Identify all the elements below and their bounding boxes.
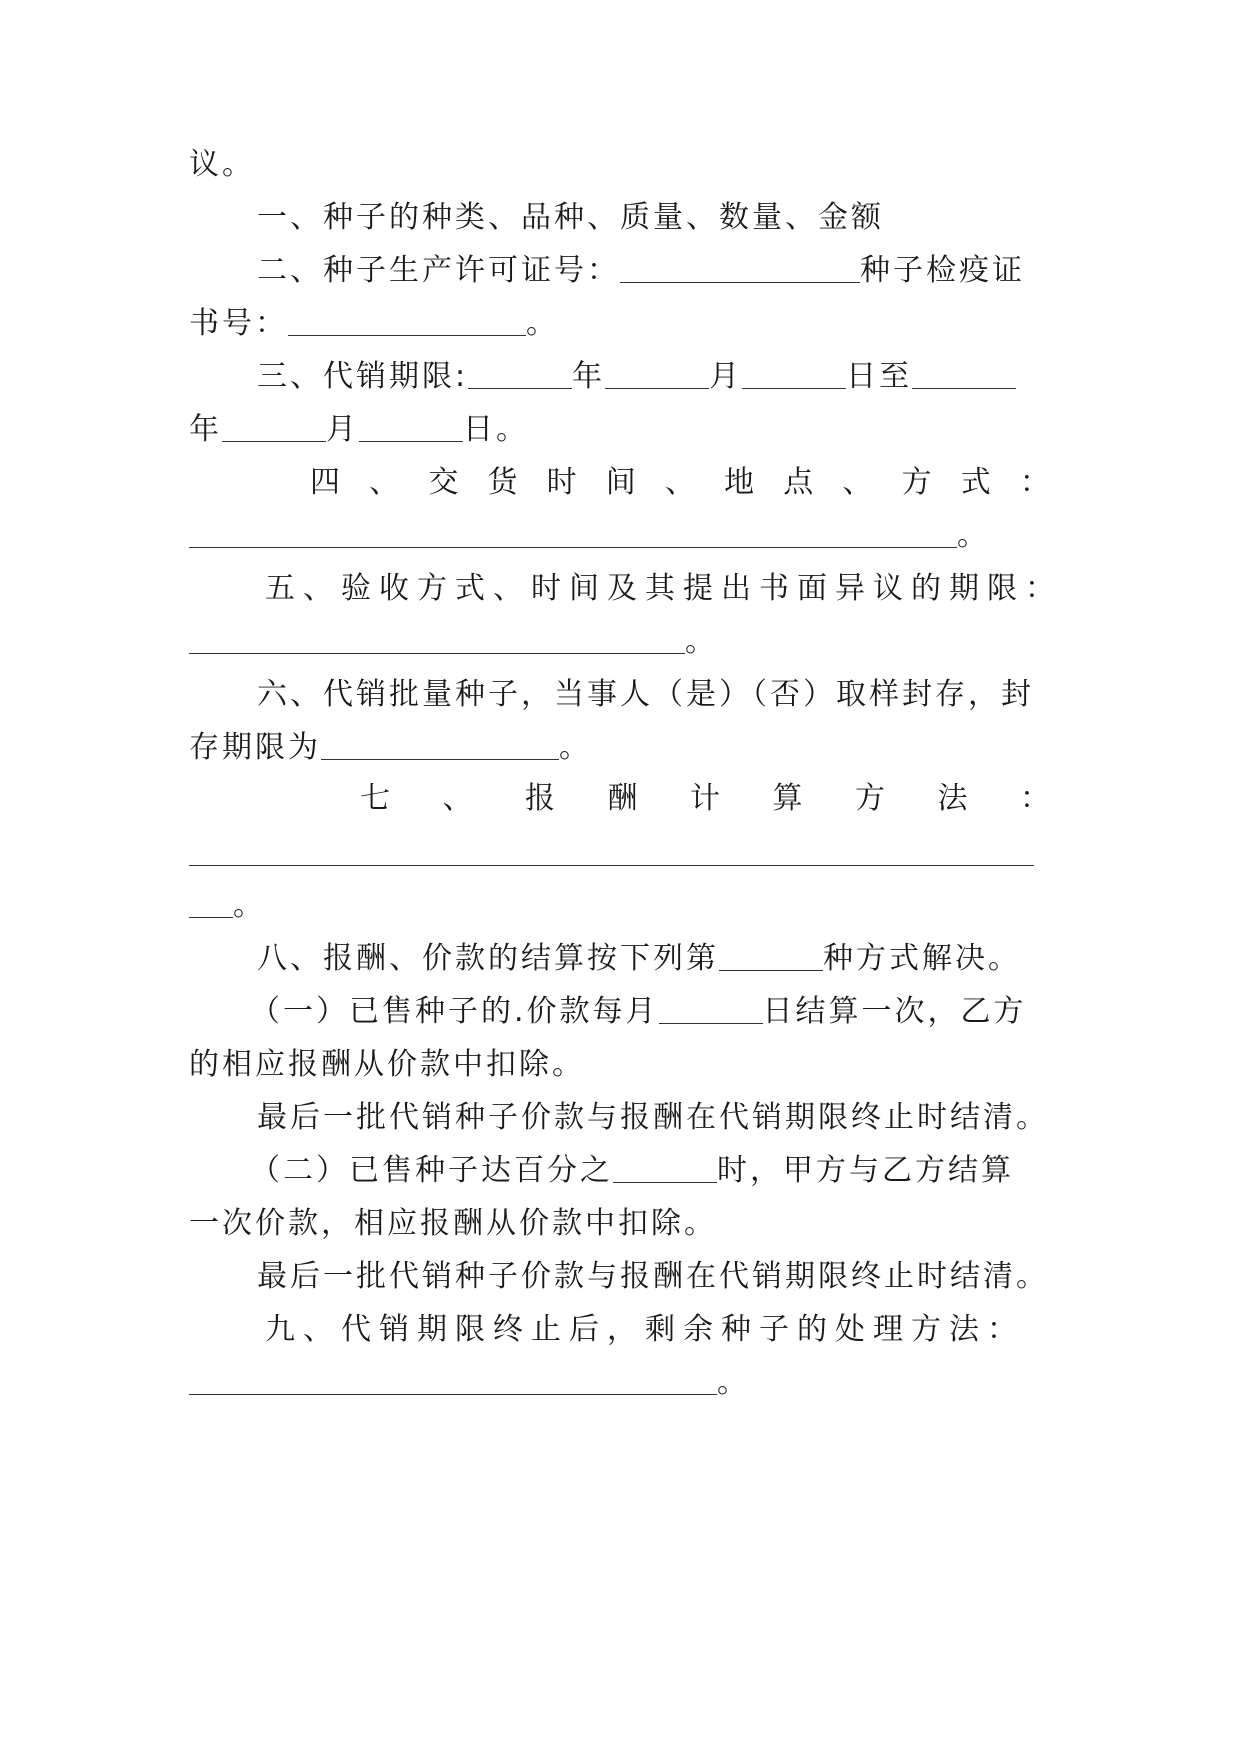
- char: 法: [937, 781, 968, 816]
- line-text: 存期限为: [189, 730, 321, 765]
- char: 时: [546, 465, 577, 500]
- char: 报: [525, 781, 555, 816]
- option-2-line-3: [189, 1257, 1127, 1297]
- section-2-line-2: [189, 304, 1059, 344]
- char: 间: [605, 465, 636, 500]
- line-text: 。: [233, 888, 266, 923]
- line-text: 书号：: [189, 306, 288, 341]
- char: 酬: [607, 781, 638, 816]
- text-line: [189, 145, 1059, 185]
- line-text: （二）已售种子达百分之: [250, 1153, 613, 1188]
- section-4-heading: [310, 463, 1050, 503]
- section-5-blank-line: [189, 622, 1059, 662]
- line-text: 。: [526, 306, 559, 341]
- line-text: 八、报酬、价款的结算按下列第: [257, 941, 719, 976]
- line-text: 月: [709, 359, 743, 394]
- blank-field: [613, 1154, 717, 1183]
- option-1-line: [250, 992, 1120, 1032]
- line-text: 最后一批代销种子价款与报酬在代销期限终止时结清。: [257, 1259, 1049, 1294]
- blank-field: [719, 942, 823, 971]
- line-text: 时，甲方与乙方结算: [717, 1153, 1014, 1188]
- char: 、: [442, 781, 473, 816]
- char: 七: [360, 781, 390, 816]
- line-text: 年: [189, 412, 222, 447]
- char: 计: [690, 781, 720, 816]
- char: 、: [664, 465, 695, 500]
- char: 方: [855, 781, 885, 816]
- line-text: 。: [559, 730, 592, 765]
- line-text: 月: [326, 412, 359, 447]
- section-8-line: [189, 939, 1127, 979]
- blank-field: [189, 519, 957, 548]
- line-text: 一、种子的种类、品种、质量、数量、金额: [257, 200, 884, 235]
- option-1-line-3: [189, 1098, 1127, 1138]
- blank-field: [222, 413, 326, 442]
- line-text: 种子检疫证: [860, 253, 1025, 288]
- section-3-line: [189, 357, 1127, 397]
- blank-field: [620, 254, 860, 283]
- line-text: （一）已售种子的.价款每月: [250, 994, 659, 1029]
- line-text: 三、代销期限:: [257, 359, 469, 394]
- option-2-line: [250, 1151, 1120, 1191]
- blank-field: [321, 731, 559, 760]
- line-text: 一次价款，相应报酬从价款中扣除。: [189, 1206, 717, 1241]
- char: 算: [772, 781, 803, 816]
- blank-field: [605, 360, 709, 389]
- line-text: 种方式解决。: [823, 941, 1021, 976]
- char: 地: [724, 465, 755, 500]
- blank-field: [742, 360, 846, 389]
- blank-field: [288, 307, 526, 336]
- section-5-heading: [265, 569, 1135, 609]
- section-6-line-2: [189, 728, 1059, 768]
- char: 四: [310, 465, 340, 500]
- line-text: 。: [685, 624, 718, 659]
- section-7-heading: [360, 779, 1050, 819]
- line-text: 日结算一次，乙方: [762, 994, 1027, 1029]
- line-text: 六、代销批量种子，当事人（是）（否）取样封存，封: [257, 677, 1034, 712]
- section-4-blank-line: [189, 516, 1059, 556]
- section-9-heading: [265, 1310, 1135, 1350]
- line-text: 九、代销期限终止后，剩余种子的处理方法：: [265, 1312, 1025, 1347]
- char: 货: [487, 465, 518, 500]
- blank-field: [659, 995, 763, 1024]
- section-6-line: [189, 675, 1127, 715]
- line-text: 。: [717, 1365, 750, 1400]
- char: ：: [1020, 781, 1050, 816]
- line-text: 最后一批代销种子价款与报酬在代销期限终止时结清。: [257, 1100, 1049, 1135]
- line-text: 的相应报酬从价款中扣除。: [189, 1047, 585, 1082]
- blank-field: [912, 360, 1016, 389]
- blank-field: [468, 360, 572, 389]
- blank-field: [189, 625, 685, 654]
- blank-field: [359, 413, 463, 442]
- section-9-blank-line: [189, 1363, 1059, 1403]
- section-1-heading: [189, 198, 1127, 238]
- char: 方: [901, 465, 932, 500]
- char: ：: [1019, 465, 1050, 500]
- char: 式: [960, 465, 991, 500]
- section-2-line: [189, 251, 1127, 291]
- section-7-blank-line-2: [189, 886, 1059, 926]
- line-text: 日至: [846, 359, 913, 394]
- option-1-line-2: [189, 1045, 1059, 1085]
- blank-field: [189, 1366, 717, 1395]
- blank-field: [189, 889, 233, 918]
- section-7-blank-line: [189, 834, 1059, 874]
- char: 点: [783, 465, 814, 500]
- line-text: 五、验收方式、时间及其提出书面异议的期限：: [265, 571, 1063, 606]
- line-text: 议。: [189, 147, 255, 182]
- option-2-line-2: [189, 1204, 1059, 1244]
- line-text: 日。: [463, 412, 529, 447]
- blank-field: [189, 837, 1034, 866]
- section-3-line-2: [189, 410, 1059, 450]
- line-text: 年: [572, 359, 606, 394]
- line-text: 二、种子生产许可证号：: [257, 253, 620, 288]
- char: 交: [428, 465, 459, 500]
- char: 、: [842, 465, 873, 500]
- line-text: 。: [957, 518, 990, 553]
- char: 、: [369, 465, 400, 500]
